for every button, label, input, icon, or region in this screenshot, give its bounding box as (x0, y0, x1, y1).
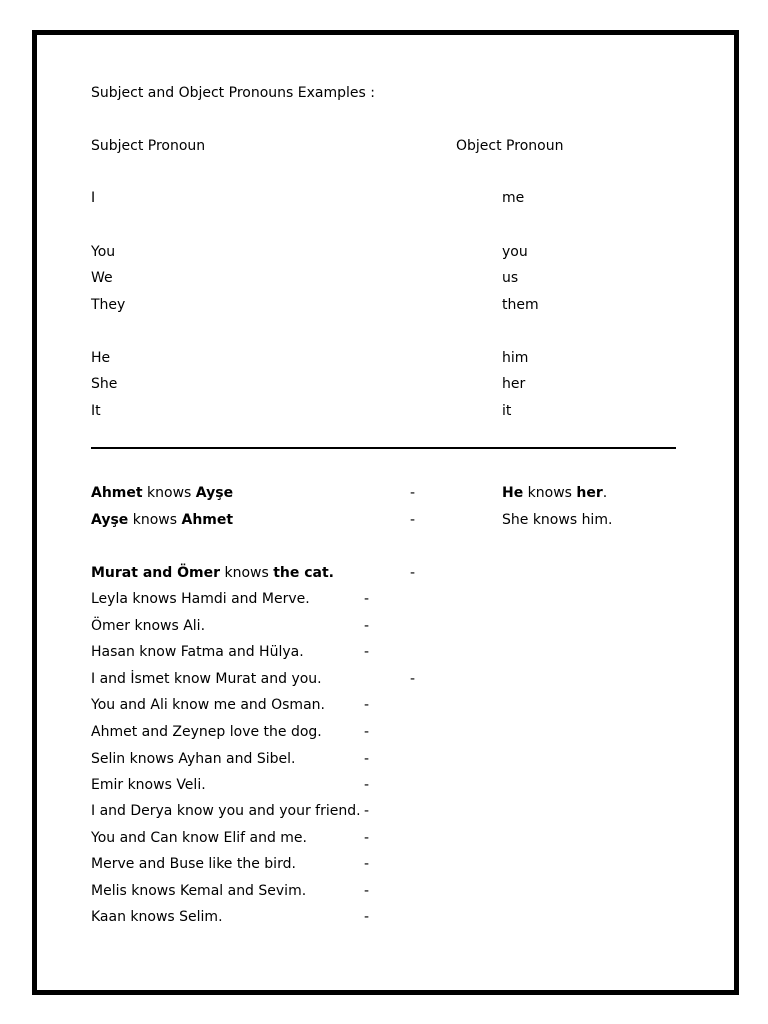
exercise-dash: - (364, 751, 370, 767)
exercise-dash: - (364, 830, 370, 846)
exercise-dash: - (364, 803, 370, 819)
exercise-sentence: Merve and Buse like the bird. (91, 856, 296, 872)
exercise-sentence: Hasan know Fatma and Hülya. (91, 644, 304, 660)
exercise-dash: - (364, 856, 370, 872)
object-pronoun-header: Object Pronoun (456, 138, 564, 154)
exercise-dash: - (364, 697, 370, 713)
exercise-dash: - (364, 777, 370, 793)
object-pronoun: me (502, 190, 525, 206)
exercise-sentence: Selin knows Ayhan and Sibel. (91, 751, 296, 767)
exercise-sentence: I and Derya know you and your friend. (91, 803, 361, 819)
example-answer: He knows her. (502, 485, 608, 501)
example-dash: - (410, 565, 416, 581)
subject-pronoun: He (91, 350, 111, 366)
exercise-sentence: Melis knows Kemal and Sevim. (91, 883, 307, 899)
example-dash: - (410, 485, 416, 501)
subject-pronoun: They (91, 297, 126, 313)
object-pronoun: it (502, 403, 512, 419)
subject-pronoun-header: Subject Pronoun (91, 138, 206, 154)
exercise-dash: - (364, 724, 370, 740)
object-pronoun: us (502, 270, 519, 286)
subject-pronoun: You (91, 244, 116, 260)
subject-pronoun: She (91, 376, 118, 392)
example-sentence: Ayşe knows Ahmet (91, 512, 234, 528)
subject-pronoun: We (91, 270, 113, 286)
object-pronoun: you (502, 244, 528, 260)
object-pronoun: them (502, 297, 539, 313)
exercise-dash: - (364, 644, 370, 660)
exercise-sentence: Leyla knows Hamdi and Merve. (91, 591, 310, 607)
exercise-sentence: Emir knows Veli. (91, 777, 206, 793)
example-sentence: Ahmet knows Ayşe (91, 485, 234, 501)
subject-pronoun: I (91, 190, 96, 206)
exercise-dash: - (364, 883, 370, 899)
exercise-dash: - (410, 671, 416, 687)
example-sentence: Murat and Ömer knows the cat. (91, 565, 335, 581)
exercise-sentence: You and Ali know me and Osman. (91, 697, 325, 713)
object-pronoun: him (502, 350, 529, 366)
page-title: Subject and Object Pronouns Examples : (91, 85, 375, 101)
exercise-dash: - (364, 618, 370, 634)
example-dash: - (410, 512, 416, 528)
example-answer: She knows him. (502, 512, 613, 528)
exercise-sentence: You and Can know Elif and me. (91, 830, 307, 846)
exercise-sentence: I and İsmet know Murat and you. (91, 671, 322, 687)
divider (91, 447, 676, 449)
object-pronoun: her (502, 376, 526, 392)
exercise-dash: - (364, 909, 370, 925)
subject-pronoun: It (91, 403, 101, 419)
exercise-sentence: Ömer knows Ali. (91, 618, 206, 634)
exercise-sentence: Kaan knows Selim. (91, 909, 223, 925)
exercise-dash: - (364, 591, 370, 607)
exercise-sentence: Ahmet and Zeynep love the dog. (91, 724, 322, 740)
